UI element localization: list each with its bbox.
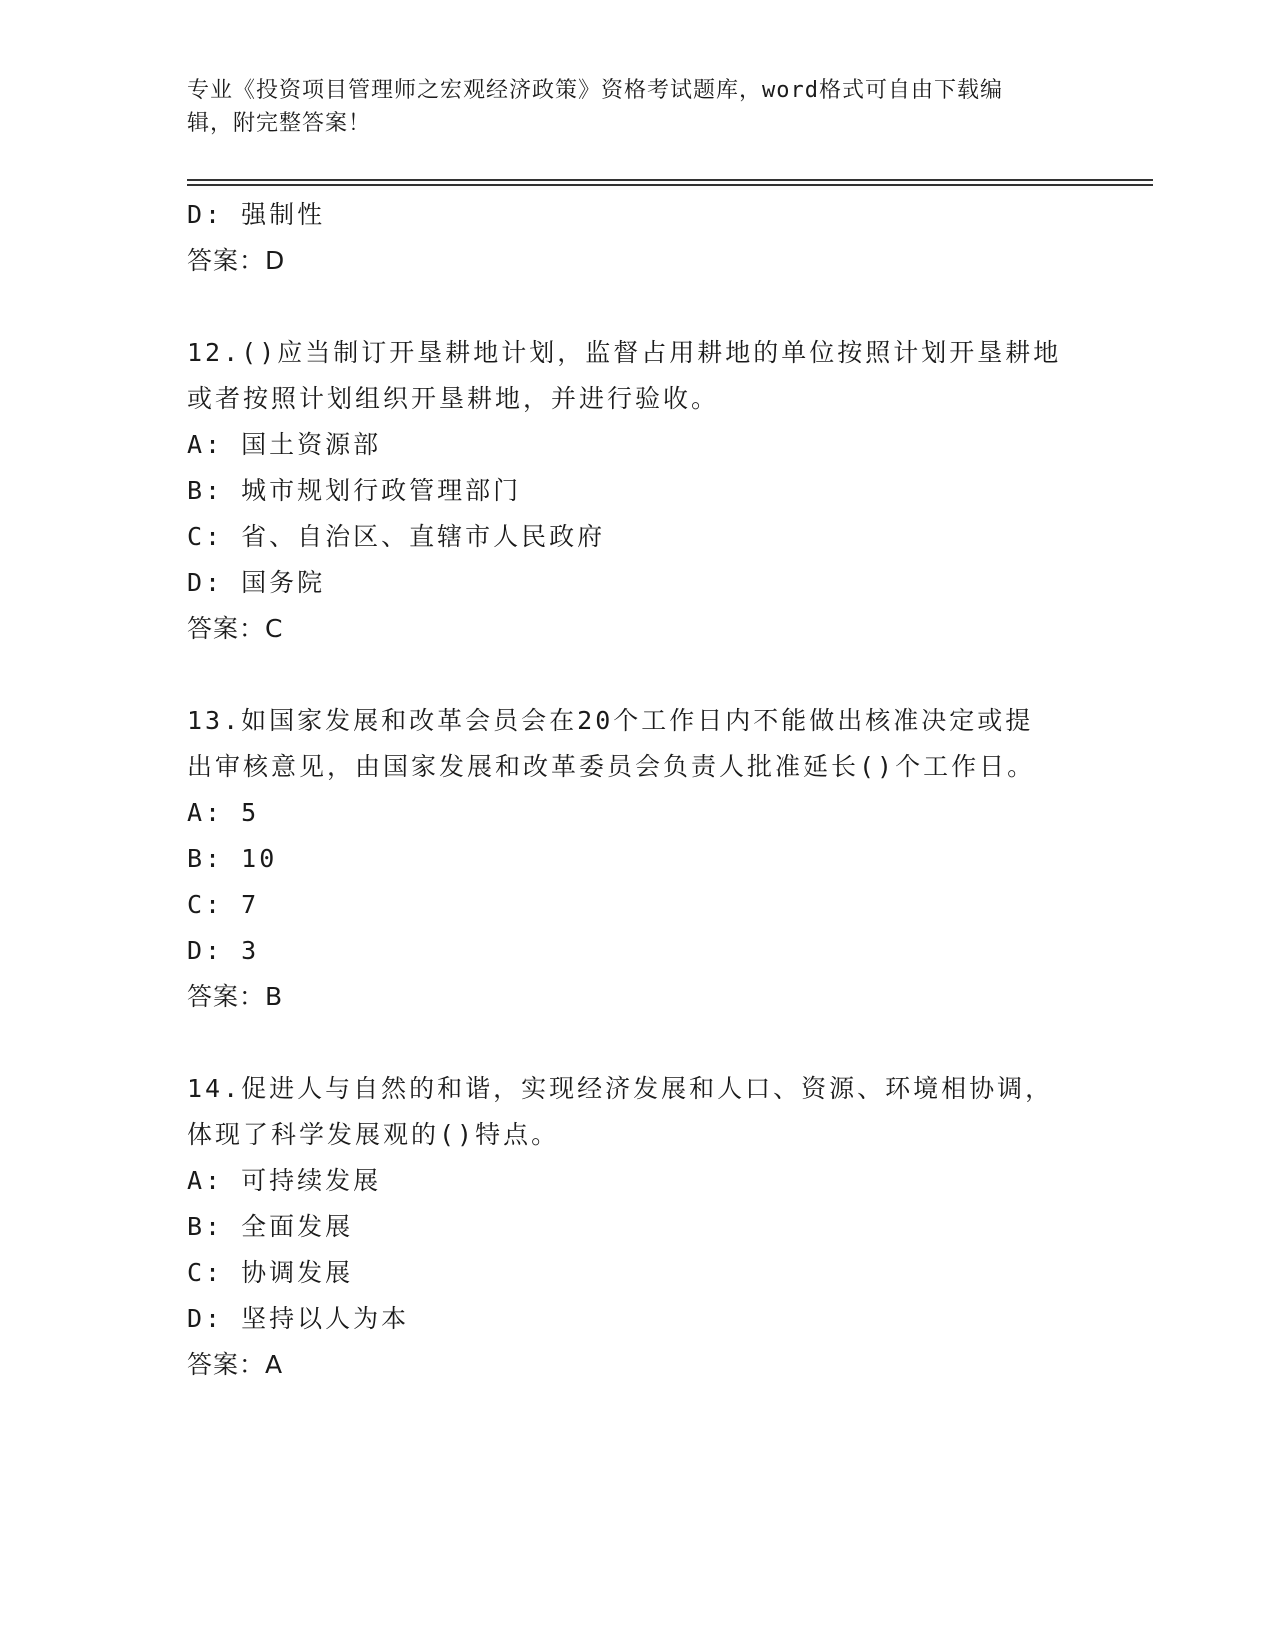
q11-answer: 答案：D	[187, 246, 286, 275]
question-stem-line: 14.促进人与自然的和谐，实现经济发展和人口、资源、环境相协调，	[187, 1074, 1054, 1103]
option-a: A: 可持续发展	[187, 1166, 382, 1195]
q11-option-d: D: 强制性	[187, 200, 326, 229]
option-b: B: 10	[187, 844, 278, 873]
question-stem-line: 12.()应当制订开垦耕地计划，监督占用耕地的单位按照计划开垦耕地	[187, 338, 1062, 367]
answer: 答案：B	[187, 982, 284, 1011]
document-header	[187, 74, 1087, 140]
option-b: B: 城市规划行政管理部门	[187, 476, 522, 505]
option-c: C: 省、自治区、直辖市人民政府	[187, 522, 606, 551]
option-d: D: 3	[187, 936, 260, 965]
header-line-1: 专业《投资项目管理师之宏观经济政策》资格考试题库，word格式可自由下载编	[187, 78, 1003, 103]
question-13	[187, 698, 1087, 1020]
question-stem-line: 13.如国家发展和改革会员会在20个工作日内不能做出核准决定或提	[187, 706, 1034, 735]
question-14	[187, 1066, 1087, 1388]
header-line-2: 辑，附完整答案！	[187, 111, 372, 136]
option-c: C: 7	[187, 890, 260, 919]
option-d: D: 坚持以人为本	[187, 1304, 410, 1333]
question-stem-line: 出审核意见，由国家发展和改革委员会负责人批准延长()个工作日。	[187, 752, 1036, 781]
spacer	[187, 284, 1087, 330]
option-b: B: 全面发展	[187, 1212, 354, 1241]
spacer	[187, 652, 1087, 698]
answer: 答案：A	[187, 1350, 284, 1379]
question-stem-line: 体现了科学发展观的()特点。	[187, 1120, 560, 1149]
question-content	[187, 192, 1087, 1388]
header-divider-top	[187, 179, 1153, 181]
question-12	[187, 330, 1087, 652]
spacer	[187, 1020, 1087, 1066]
question-stem-line: 或者按照计划组织开垦耕地，并进行验收。	[187, 384, 720, 413]
answer: 答案：C	[187, 614, 284, 643]
option-a: A: 国土资源部	[187, 430, 382, 459]
option-a: A: 5	[187, 798, 260, 827]
option-c: C: 协调发展	[187, 1258, 354, 1287]
option-d: D: 国务院	[187, 568, 326, 597]
header-divider-bottom	[187, 184, 1153, 186]
